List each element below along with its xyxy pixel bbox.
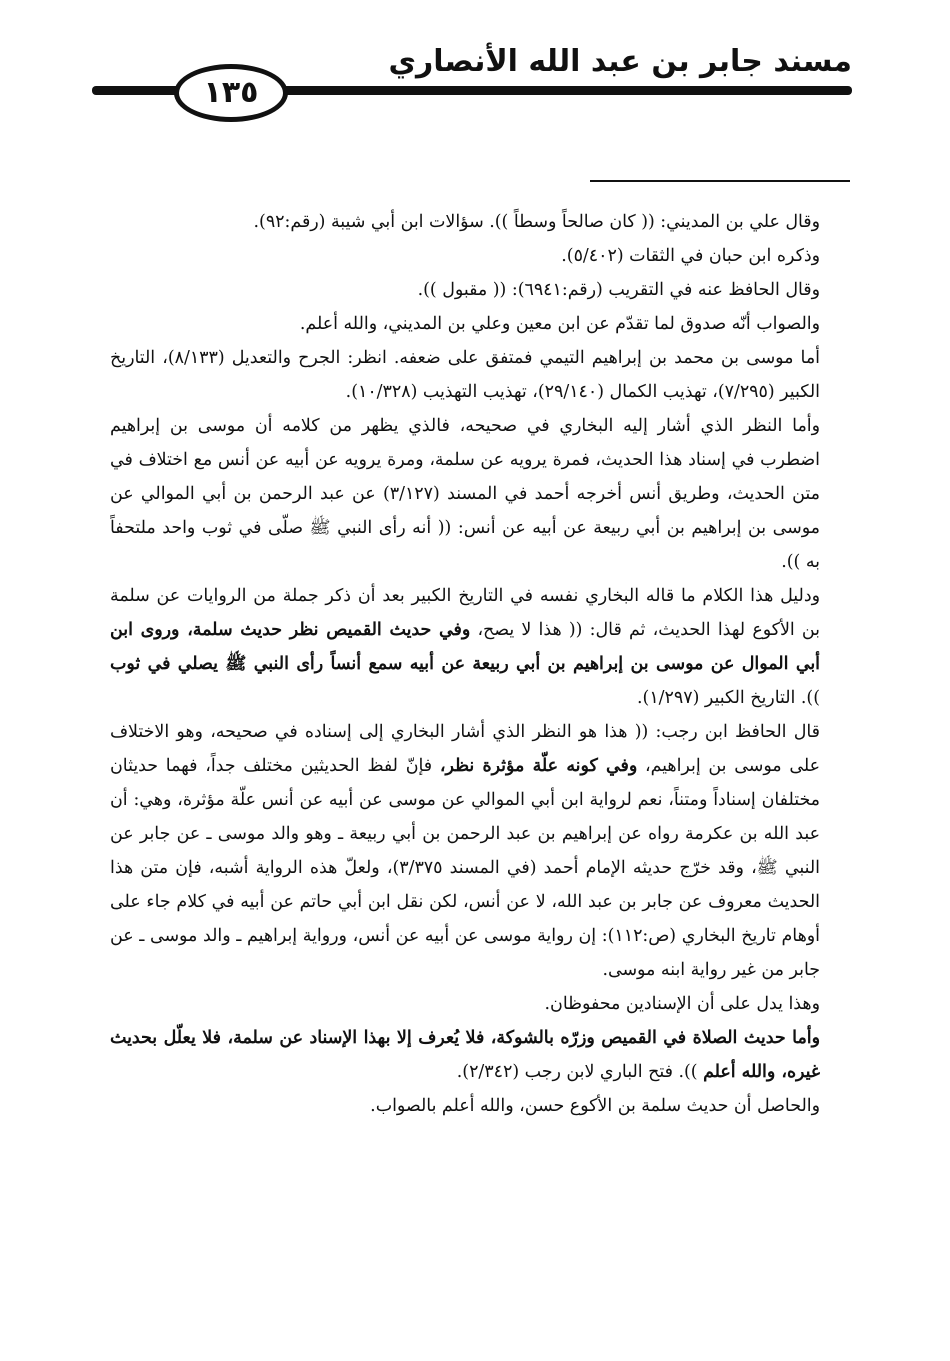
footnote-paragraph xyxy=(110,987,820,1021)
footnote-paragraph xyxy=(110,1089,820,1123)
footnote-separator xyxy=(590,180,850,182)
page-number: ١٣٥ xyxy=(203,75,259,110)
paragraph-text: )). فتح الباري لابن رجب (٢/٣٤٢). xyxy=(456,1062,704,1082)
footnote-paragraph xyxy=(110,1021,820,1089)
paragraph-text: ودليل هذا الكلام ما قاله البخاري نفسه في التاريخ الكبير بعد أن ذكر جملة من الروايات عن سلمة بن الأكوع لهذا الحديث، ثم قال: (( هذا لا يصح، xyxy=(110,586,820,640)
paragraph-bold-text: وفي حديث القميص نظر حديث سلمة، وروى ابن أبي الموال عن موسى بن إبراهيم بن أبي ربيعة عن أبيه سمع أنساً رأى النبي ﷺ يصلي في ثوب xyxy=(110,620,820,674)
paragraph-text: وأما النظر الذي أشار إليه البخاري في صحيحه، فالذي يظهر من كلامه أن موسى بن إبراهيم اضطرب في إسناد هذا الحديث، فمرة يرويه عن سلمة، ومرة يرويه عن أبيه عن أنس مع اختلاف في متن الحديث، وطريق أنس أخرجه أحمد في المسند (٣/١٢٧) عن عبد الرحمن بن أبي الموالي عن موسى بن إبراهيم بن أبي ربيعة عن أبيه عن أنس: (( أنه رأى النبي ﷺ صلّى في ثوب واحد ملتحفاً به )). xyxy=(110,416,820,572)
paragraph-text: أما موسى بن محمد بن إبراهيم التيمي فمتفق على ضعفه. انظر: الجرح والتعديل (٨/١٣٣)، التاريخ الكبير (٧/٢٩٥)، تهذيب الكمال (٢٩/١٤٠)، تهذيب التهذيب (١٠/٣٢٨). xyxy=(110,348,820,402)
footnote-paragraph xyxy=(110,579,820,715)
paragraph-bold-text: وفي كونه علّة مؤثرة نظر، xyxy=(439,756,638,776)
footnote-paragraph xyxy=(110,715,820,987)
footnote-paragraph xyxy=(110,239,820,273)
footnote-paragraph xyxy=(110,273,820,307)
paragraph-text: )). التاريخ الكبير (١/٢٩٧). xyxy=(637,688,820,708)
paragraph-text: وهذا يدل على أن الإسنادين محفوظان. xyxy=(544,994,820,1014)
footnote-paragraph xyxy=(110,205,820,239)
footnote-paragraph xyxy=(110,307,820,341)
footnote-body xyxy=(110,205,820,1123)
running-header-title: مسند جابر بن عبد الله الأنصاري xyxy=(388,44,852,79)
page-number-badge xyxy=(174,64,288,122)
paragraph-text: والحاصل أن حديث سلمة بن الأكوع حسن، والله أعلم بالصواب. xyxy=(370,1096,820,1116)
paragraph-text: فإنّ لفظ الحديثين مختلف جداً، فهما حديثان مختلفان إسناداً ومتناً، نعم لرواية ابن أبي الموالي عن موسى عن أبيه عن أنس علّة مؤثرة، وهي: أن عبد الله بن عكرمة رواه عن إبراهيم بن عبد الرحمن بن أبي ربيعة ـ وهو والد موسى ـ عن جابر عن النبي ﷺ، وقد خرّج حديثه الإمام أحمد (في المسند ٣/٣٧٥)، ولعلّ هذه الرواية أشبه، فإن متن هذا الحديث معروف عن جابر بن عبد الله، لا عن أنس، لكن نقل ابن أبي حاتم عن أبيه في كلام جاء على أوهام تاريخ البخاري (ص:١١٢): إن رواية موسى عن أبيه عن أنس، ورواية إبراهيم ـ والد موسى ـ عن جابر من غير رواية ابنه موسى. xyxy=(110,756,820,980)
paragraph-text: وقال الحافظ عنه في التقريب (رقم:٦٩٤١): (( مقبول )). xyxy=(417,280,820,300)
paragraph-text: وذكره ابن حبان في الثقات (٥/٤٠٢). xyxy=(561,246,820,266)
paragraph-text: والصواب أنّه صدوق لما تقدّم عن ابن معين وعلي بن المديني، والله أعلم. xyxy=(299,314,820,334)
footnote-paragraph xyxy=(110,409,820,579)
paragraph-bold-text: وأما حديث الصلاة في القميص وزرّه بالشوكة، فلا يُعرف إلا بهذا الإسناد عن سلمة، فلا يعلّل بحديث غيره، والله أعلم xyxy=(110,1028,820,1082)
paragraph-text: قال الحافظ ابن رجب: (( هذا هو النظر الذي أشار البخاري إلى إسناده في صحيحه، وهو الاختلاف على موسى بن إبراهيم، xyxy=(110,722,820,776)
paragraph-text: وقال علي بن المديني: (( كان صالحاً وسطاً )). سؤالات ابن أبي شيبة (رقم:٩٢). xyxy=(253,212,820,232)
footnote-paragraph xyxy=(110,341,820,409)
